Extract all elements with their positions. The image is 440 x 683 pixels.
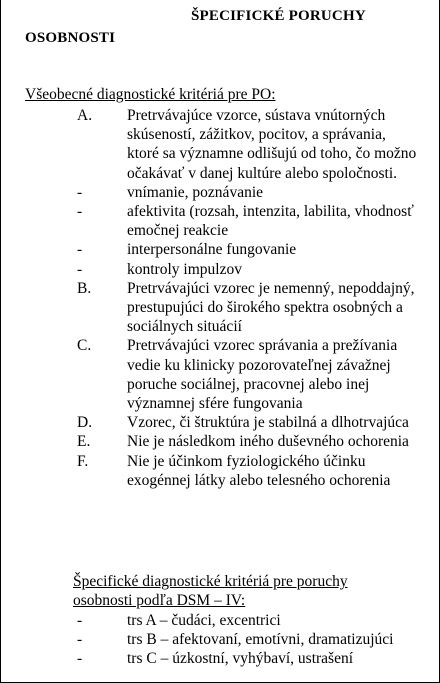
document-title-line2: OSOBNOSTI [25, 30, 116, 46]
list-item [1, 240, 440, 259]
item-marker: - [77, 260, 83, 278]
item-marker: - [77, 241, 83, 259]
item-text: vnímanie, poznávanie [127, 183, 264, 201]
specific-criteria-title-line1: Špecifické diagnostické kritériá pre poruchy [73, 573, 348, 590]
item-marker: - [77, 631, 83, 649]
item-marker: F. [77, 452, 89, 470]
list-item [1, 202, 440, 240]
item-marker: E. [77, 433, 91, 451]
list-item [1, 336, 440, 413]
item-marker: A. [77, 107, 93, 124]
general-criteria-title: Všeobecné diagnostické kritériá pre PO: [25, 86, 276, 103]
item-text: trs A – čudáci, excentrici [127, 612, 281, 629]
document-title-line1: ŠPECIFICKÉ PORUCHY [191, 8, 366, 24]
item-text: Nie je účinkom fyziologického účinku exogénnej látky alebo telesného ochorenia [127, 452, 391, 489]
item-text: Pretrvávajúci vzorec je nemenný, nepoddajný, prestupujúci do širokého spektra osobných a sociálnych situácií [127, 279, 415, 336]
item-marker: - [77, 203, 83, 221]
list-item [1, 649, 440, 668]
item-text: afektivita (rozsah, intenzita, labilita, vhodnosť emočnej reakcie [127, 203, 414, 240]
list-item [1, 413, 440, 432]
item-text: trs B – afektovaní, emotívni, dramatizujúci [127, 631, 394, 649]
item-text: Vzorec, či štruktúra je stabilná a dlhotrvajúca [127, 414, 409, 432]
item-marker: - [77, 612, 83, 629]
item-text: interpersonálne fungovanie [127, 241, 297, 259]
general-criteria-list [1, 106, 440, 490]
item-marker: C. [77, 337, 92, 355]
item-marker: B. [77, 279, 92, 297]
item-text: Pretrvávajúci vzorec správania a prežívania vedie ku klinicky pozorovateľnej závažnej poruche sociálnej, pracovnej alebo inej významnej sfére fungovania [127, 337, 398, 413]
list-item [1, 260, 440, 279]
list-item [1, 183, 440, 202]
item-marker: - [77, 650, 83, 668]
item-text: kontroly impulzov [127, 260, 242, 278]
item-text: Pretrvávajúce vzorce, sústava vnútorných skúseností, zážitkov, pocitov, a správania, ktoré sa významne odlišujú od toho, čo možno očakávať v danej kultúre alebo spoločnosti. [127, 107, 417, 182]
list-item [1, 611, 440, 630]
specific-criteria-title-line2: osobnosti podľa DSM – IV: [73, 592, 246, 610]
item-marker: - [77, 183, 83, 201]
specific-criteria-title [73, 572, 348, 610]
item-text: Nie je následkom iného duševného ochorenia [127, 433, 409, 451]
specific-criteria-list [1, 611, 440, 669]
list-item [1, 106, 440, 183]
item-marker: D. [77, 414, 93, 432]
list-item [1, 279, 440, 337]
list-item [1, 452, 440, 490]
list-item [1, 630, 440, 649]
list-item [1, 432, 440, 451]
item-text: trs C – úzkostní, vyhýbaví, ustrašení [127, 650, 354, 668]
